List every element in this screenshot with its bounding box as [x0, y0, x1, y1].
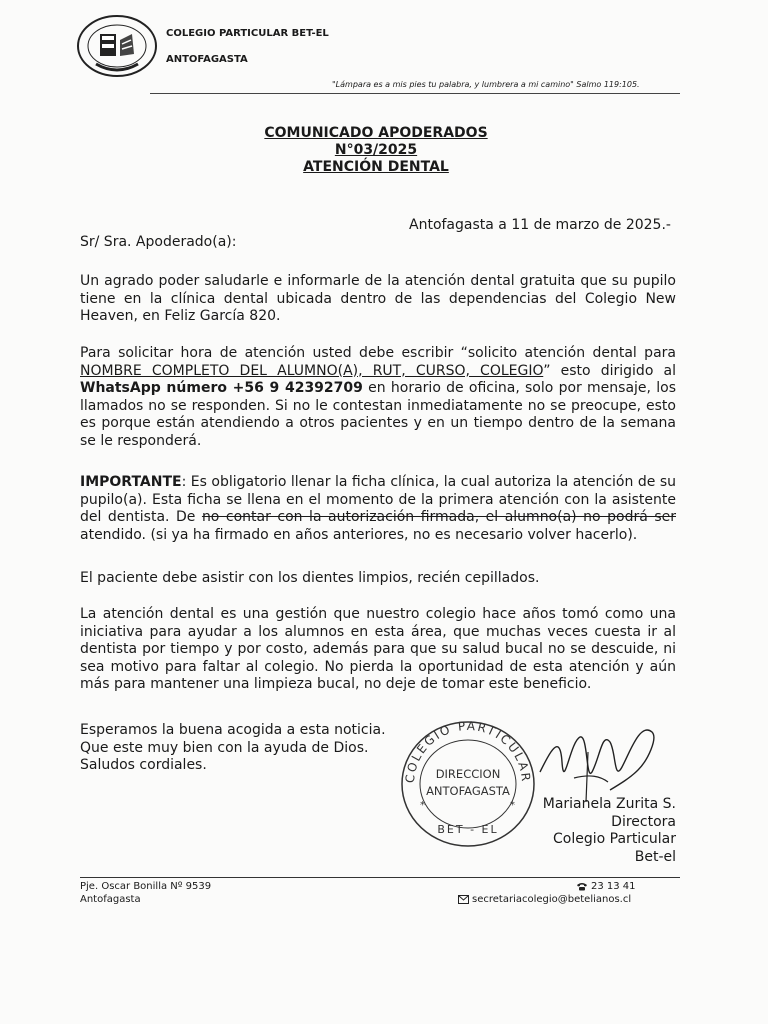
- p2-text-c: ” esto dirigido al: [543, 362, 676, 379]
- closing-line-3: Saludos cordiales.: [80, 757, 207, 773]
- closing-line-1: Esperamos la buena acogida a esta noticia.: [80, 722, 386, 738]
- stamp-bottom-text: BET - EL: [437, 823, 499, 836]
- p2-text-e: en horario de oficina, solo por mensaje, los llamados no se responden. Si no le contestan inmediatamente no se preocupe, esto es porque están atendiendo a otros pacientes y en un tiempo dentro de la semana se le responderá.: [80, 380, 677, 449]
- p3-struck-text: no contar con la autorización firmada, el alumno(a) no podrá ser: [201, 509, 676, 525]
- phone-icon: [576, 882, 588, 891]
- stamp-line-2: ANTOFAGASTA: [426, 784, 510, 798]
- document-title: [0, 125, 752, 176]
- school-logo-icon: [76, 14, 158, 78]
- footer-divider: [80, 877, 680, 878]
- footer-email-address: secretariacolegio@betelianos.cl: [472, 894, 632, 905]
- school-name: COLEGIO PARTICULAR BET-EL: [166, 28, 329, 39]
- p2-text-a: Para solicitar hora de atención usted debe escribir “solicito atención dental para: [80, 345, 676, 361]
- paragraph-instructions: [80, 345, 676, 450]
- p2-required-fields: NOMBRE COMPLETO DEL ALUMNO(A), RUT, CURSO, COLEGIO: [80, 362, 544, 379]
- paragraph-intro: Un agrado poder saludarle e informarle de la atención dental gratuita que su pupilo tiene en la clínica dental ubicada dentro de las dependencias del Colegio New Heaven, en Feliz García 820.: [80, 273, 676, 324]
- footer-address: Pje. Oscar Bonilla Nº 9539: [80, 881, 212, 892]
- school-city: ANTOFAGASTA: [166, 54, 248, 65]
- title-line-3: ATENCIÓN DENTAL: [303, 159, 449, 175]
- p3-text-d: atendido. (si ya ha firmado en años anteriores, no es necesario volver hacerlo).: [80, 526, 638, 543]
- title-line-1: COMUNICADO APODERADOS: [264, 125, 488, 141]
- signer-role: Directora: [611, 813, 676, 830]
- closing: [80, 722, 400, 775]
- stamp-ring-text: COLEGIO PARTICULAR: [402, 718, 534, 784]
- closing-line-2: Que este muy bien con la ayuda de Dios.: [80, 739, 369, 756]
- greeting: Sr/ Sra. Apoderado(a):: [80, 234, 237, 250]
- mail-icon: [458, 895, 469, 904]
- whatsapp-number: WhatsApp número +56 9 42392709: [80, 380, 363, 396]
- svg-text:*: *: [510, 800, 515, 811]
- stamp-line-1: DIRECCION: [435, 767, 501, 781]
- paragraph-important: [80, 474, 676, 544]
- footer-phone-number: 23 13 41: [591, 881, 636, 892]
- footer-city: Antofagasta: [80, 894, 141, 905]
- header-divider: [150, 93, 680, 94]
- motto: "Lámpara es a mis pies tu palabra, y lumbrera a mi camino" Salmo 119:105.: [332, 80, 640, 89]
- svg-text:*: *: [420, 800, 425, 811]
- important-label: IMPORTANTE: [80, 474, 182, 490]
- footer-email: [458, 894, 631, 905]
- title-line-2: N°03/2025: [334, 142, 418, 158]
- footer-phone: [576, 881, 636, 892]
- paragraph-benefit: La atención dental es una gestión que nuestro colegio hace años tomó como una iniciativa para ayudar a los alumnos en esta área, que muchas veces cuesta ir al dentista por tiempo y por costo, además para que su salud bucal no se descuide, ni sea motivo para faltar al colegio. No pierda la oportunidad de esta atención y aún más para mantener una limpieza bucal, no deje de tomar este beneficio.: [80, 606, 676, 692]
- letter-date: Antofagasta a 11 de marzo de 2025.-: [409, 217, 671, 233]
- signer-block: [536, 796, 676, 866]
- official-stamp: [398, 718, 538, 850]
- paragraph-clean-teeth: El paciente debe asistir con los dientes limpios, recién cepillados.: [80, 570, 540, 586]
- signer-org: Colegio Particular Bet-el: [553, 831, 676, 865]
- p3-text-b: : Es obligatorio llenar la ficha clínica, la cual autoriza la atención de su pupilo(a). Esta ficha se llena en el momento de la primera atención con la asistente del dentista. De: [80, 474, 676, 525]
- signer-name: Marianela Zurita S.: [542, 796, 676, 812]
